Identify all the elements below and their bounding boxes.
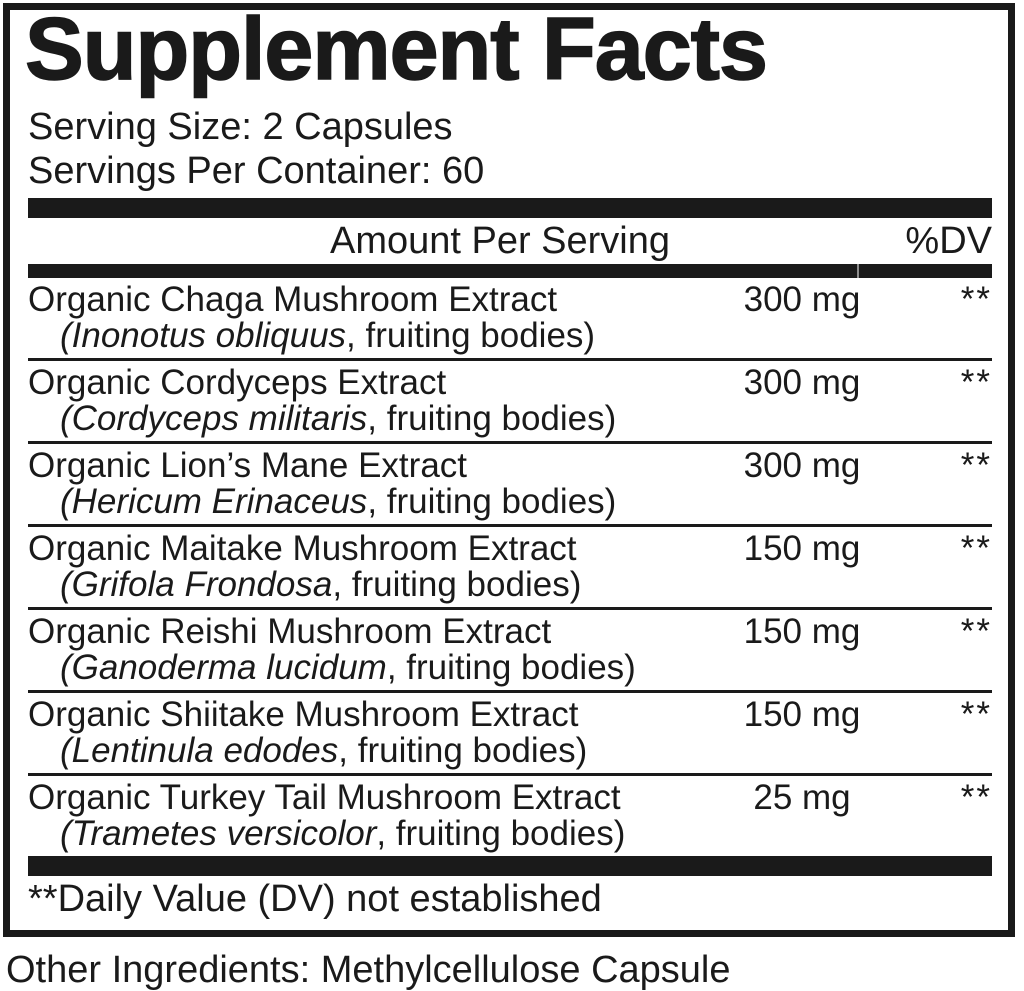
ingredient-name: Organic Reishi Mushroom Extract (28, 612, 552, 651)
ingredient-row (28, 278, 992, 361)
ingredient-row (28, 444, 992, 527)
ingredient-rows (28, 278, 992, 856)
ingredient-row (28, 776, 992, 856)
ingredient-amount: 300 mg (743, 363, 861, 402)
ingredient-dv: ** (960, 695, 992, 734)
other-ingredients: Other Ingredients: Methylcellulose Capsule (6, 949, 731, 991)
ingredient-name-cell (28, 614, 697, 686)
separator-bar-header (28, 264, 992, 278)
ingredient-species: (Lentinula edodes, fruiting bodies) (60, 731, 588, 770)
dv-footnote: **Daily Value (DV) not established (28, 878, 602, 920)
ingredient-amount: 150 mg (743, 612, 861, 651)
ingredient-name: Organic Maitake Mushroom Extract (28, 529, 577, 568)
ingredient-amount: 300 mg (743, 280, 861, 319)
separator-bar-top (28, 198, 992, 218)
ingredient-name-cell (28, 780, 697, 852)
ingredient-name-cell (28, 697, 697, 769)
servings-per-container: Servings Per Container: 60 (28, 150, 485, 192)
ingredient-amount: 25 mg (753, 778, 851, 817)
ingredient-dv: ** (960, 363, 992, 402)
ingredient-name: Organic Turkey Tail Mushroom Extract (28, 778, 621, 817)
ingredient-dv: ** (960, 778, 992, 817)
ingredient-name: Organic Cordyceps Extract (28, 363, 447, 402)
panel-title: Supplement Facts (25, 0, 767, 98)
dv-header: %DV (905, 220, 992, 262)
ingredient-row (28, 527, 992, 610)
ingredient-amount: 150 mg (743, 695, 861, 734)
ingredient-species: (Hericum Erinaceus, fruiting bodies) (60, 482, 617, 521)
ingredient-name-cell (28, 365, 697, 437)
ingredient-species: (Trametes versicolor, fruiting bodies) (60, 814, 626, 853)
ingredient-dv: ** (960, 529, 992, 568)
ingredient-species: (Inonotus obliquus, fruiting bodies) (60, 316, 596, 355)
ingredient-name: Organic Shiitake Mushroom Extract (28, 695, 579, 734)
ingredient-dv: ** (960, 446, 992, 485)
ingredient-name: Organic Lion’s Mane Extract (28, 446, 468, 485)
ingredient-row (28, 610, 992, 693)
ingredient-species: (Grifola Frondosa, fruiting bodies) (60, 565, 582, 604)
ingredient-dv: ** (960, 280, 992, 319)
separator-bar-bottom (28, 856, 992, 876)
serving-size: Serving Size: 2 Capsules (28, 106, 453, 148)
supplement-facts-panel (3, 0, 1015, 937)
bar-seam (857, 264, 859, 278)
ingredient-amount: 150 mg (743, 529, 861, 568)
ingredient-name-cell (28, 448, 697, 520)
ingredient-name: Organic Chaga Mushroom Extract (28, 280, 558, 319)
ingredient-row (28, 693, 992, 776)
ingredient-row (28, 361, 992, 444)
ingredient-amount: 300 mg (743, 446, 861, 485)
ingredient-name-cell (28, 531, 697, 603)
ingredient-species: (Ganoderma lucidum, fruiting bodies) (60, 648, 636, 687)
ingredient-dv: ** (960, 612, 992, 651)
ingredient-name-cell (28, 282, 697, 354)
amount-per-serving-header: Amount Per Serving (329, 220, 671, 262)
ingredient-species: (Cordyceps militaris, fruiting bodies) (60, 399, 617, 438)
column-header-row (28, 218, 992, 264)
